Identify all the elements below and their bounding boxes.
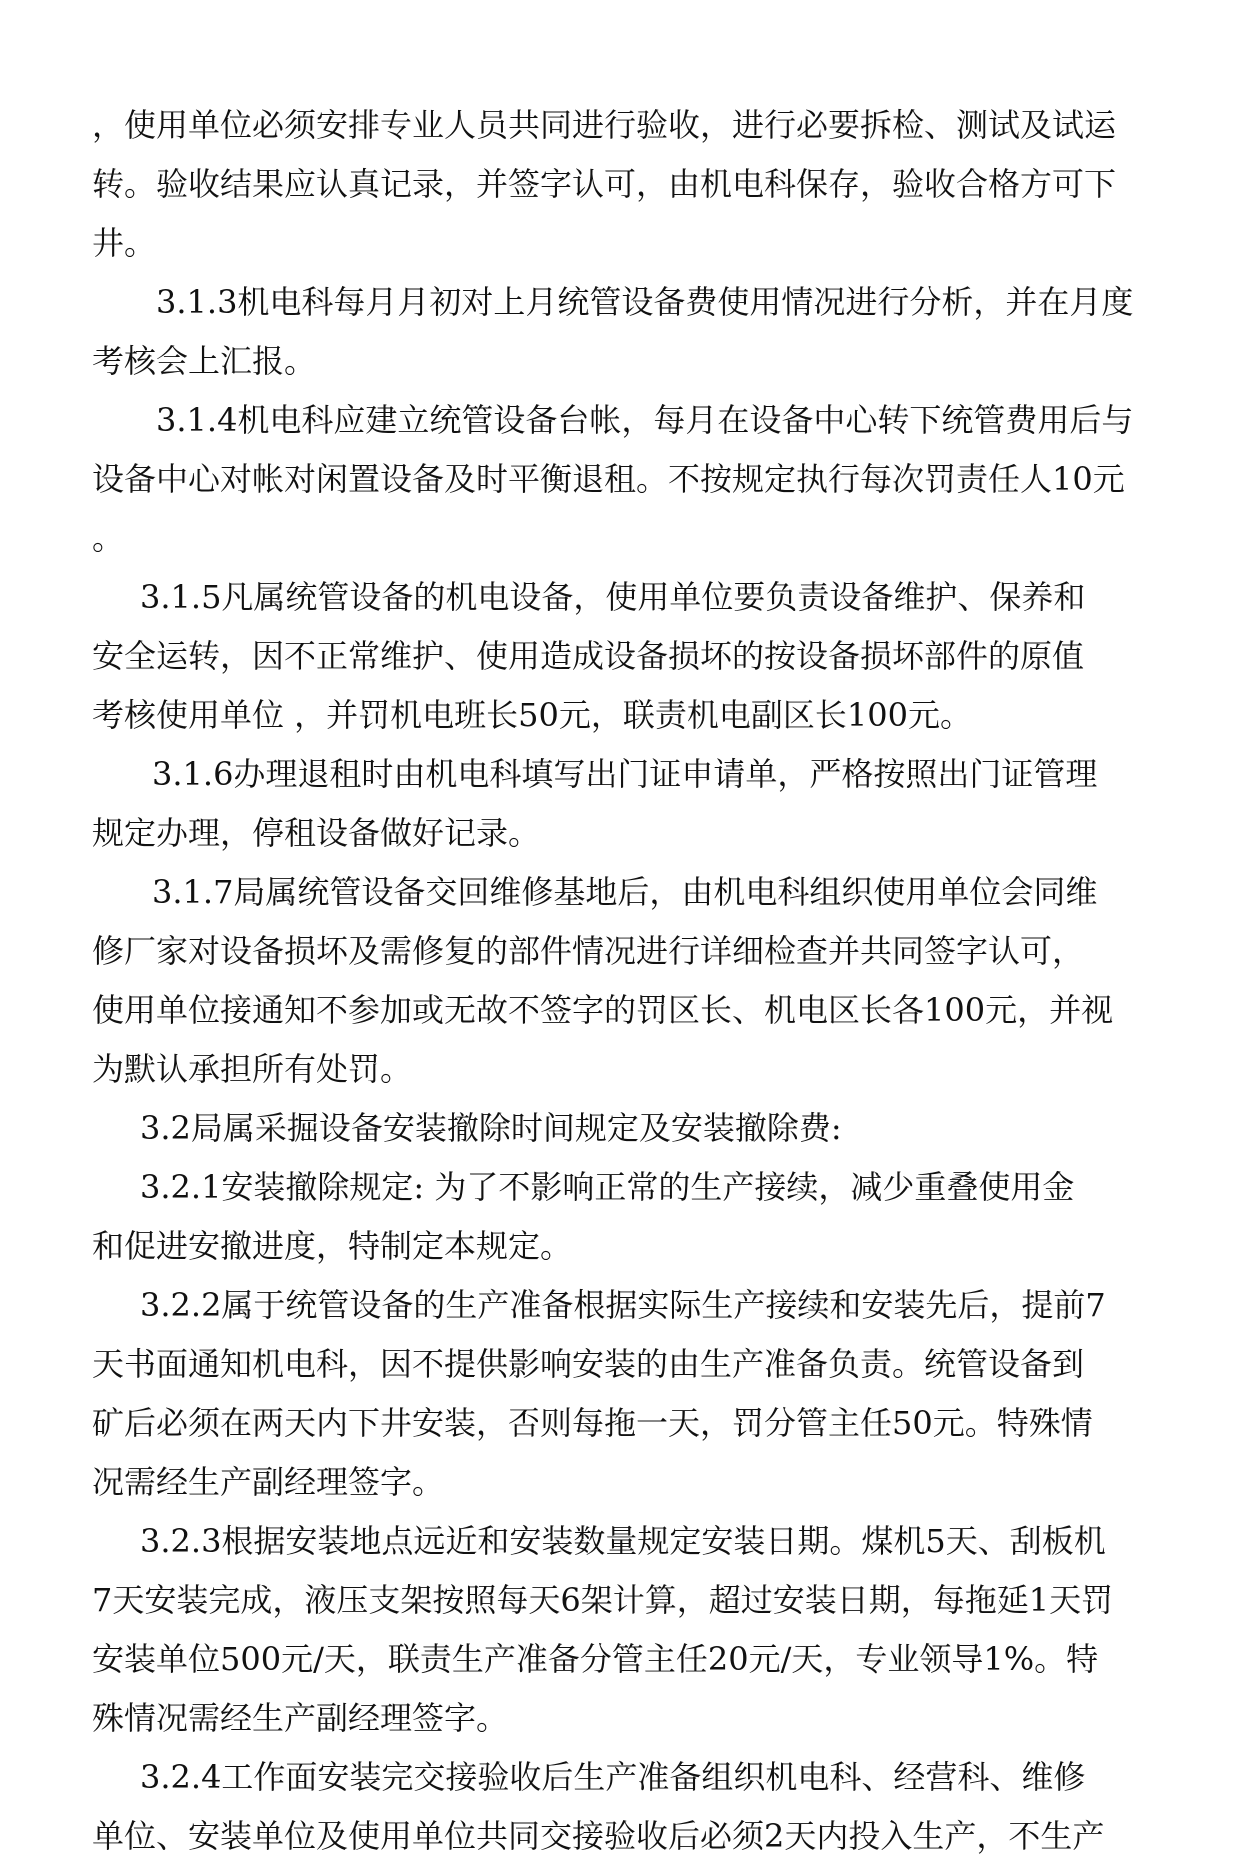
clause-3-2-2-line: 3.2.2属于统管设备的生产准备根据实际生产接续和安装先后，提前7 [140, 1286, 1106, 1324]
text-line: 修厂家对设备损坏及需修复的部件情况进行详细检查并共同签字认可， [92, 932, 1085, 970]
section-3-2-heading: 3.2局属采掘设备安装撤除时间规定及安装撤除费: [140, 1109, 842, 1147]
text-line: 规定办理，停租设备做好记录。 [92, 814, 541, 852]
text-line: 使用单位接通知不参加或无故不签字的罚区长、机电区长各100元，并视 [92, 991, 1114, 1029]
clause-3-2-1-line: 3.2.1安装撤除规定: 为了不影响正常的生产接续，减少重叠使用金 [140, 1168, 1075, 1206]
text-line: 安全运转，因不正常维护、使用造成设备损坏的按设备损坏部件的原值 [92, 637, 1085, 675]
clause-3-2-4-line: 3.2.4工作面安装完交接验收后生产准备组织机电科、经营科、维修 [140, 1758, 1086, 1796]
clause-3-1-4-line: 3.1.4机电科应建立统管设备台帐，每月在设备中心转下统管费用后与 [156, 401, 1134, 439]
text-line: 和促进安撤进度，特制定本规定。 [92, 1227, 573, 1265]
text-line: 考核使用单位 ，并罚机电班长50元，联责机电副区长100元。 [92, 696, 972, 734]
text-line: 单位、安装单位及使用单位共同交接验收后必须2天内投入生产，不生产 [92, 1817, 1105, 1855]
clause-3-2-3-line: 3.2.3根据安装地点远近和安装数量规定安装日期。煤机5天、刮板机 [140, 1522, 1106, 1560]
text-line: 井。 [92, 224, 157, 262]
text-line: 安装单位500元/天，联责生产准备分管主任20元/天，专业领导1%。特 [92, 1640, 1099, 1678]
document-body [92, 96, 1152, 1866]
text-line: 殊情况需经生产副经理签字。 [92, 1699, 509, 1737]
clause-3-1-5-line: 3.1.5凡属统管设备的机电设备，使用单位要负责设备维护、保养和 [140, 578, 1086, 616]
text-line: ，使用单位必须安排专业人员共同进行验收，进行必要拆检、测试及试运 [92, 106, 1117, 144]
text-line: 况需经生产副经理签字。 [92, 1463, 445, 1501]
text-line: 。 [92, 519, 125, 557]
clause-3-1-3-line: 3.1.3机电科每月月初对上月统管设备费使用情况进行分析，并在月度 [156, 283, 1134, 321]
text-line: 考核会上汇报。 [92, 342, 317, 380]
clause-3-1-7-line: 3.1.7局属统管设备交回维修基地后，由机电科组织使用单位会同维 [152, 873, 1098, 911]
text-line: 矿后必须在两天内下井安装，否则每拖一天，罚分管主任50元。特殊情 [92, 1404, 1093, 1442]
text-line: 7天安装完成，液压支架按照每天6架计算，超过安装日期，每拖延1天罚 [92, 1581, 1114, 1619]
text-line: 设备中心对帐对闲置设备及时平衡退租。不按规定执行每次罚责任人10元 [92, 460, 1125, 498]
text-line: 转。验收结果应认真记录，并签字认可，由机电科保存，验收合格方可下 [92, 165, 1117, 203]
text-line: 天书面通知机电科，因不提供影响安装的由生产准备负责。统管设备到 [92, 1345, 1085, 1383]
clause-3-1-6-line: 3.1.6办理退租时由机电科填写出门证申请单，严格按照出门证管理 [152, 755, 1098, 793]
text-line: 为默认承担所有处罚。 [92, 1050, 413, 1088]
